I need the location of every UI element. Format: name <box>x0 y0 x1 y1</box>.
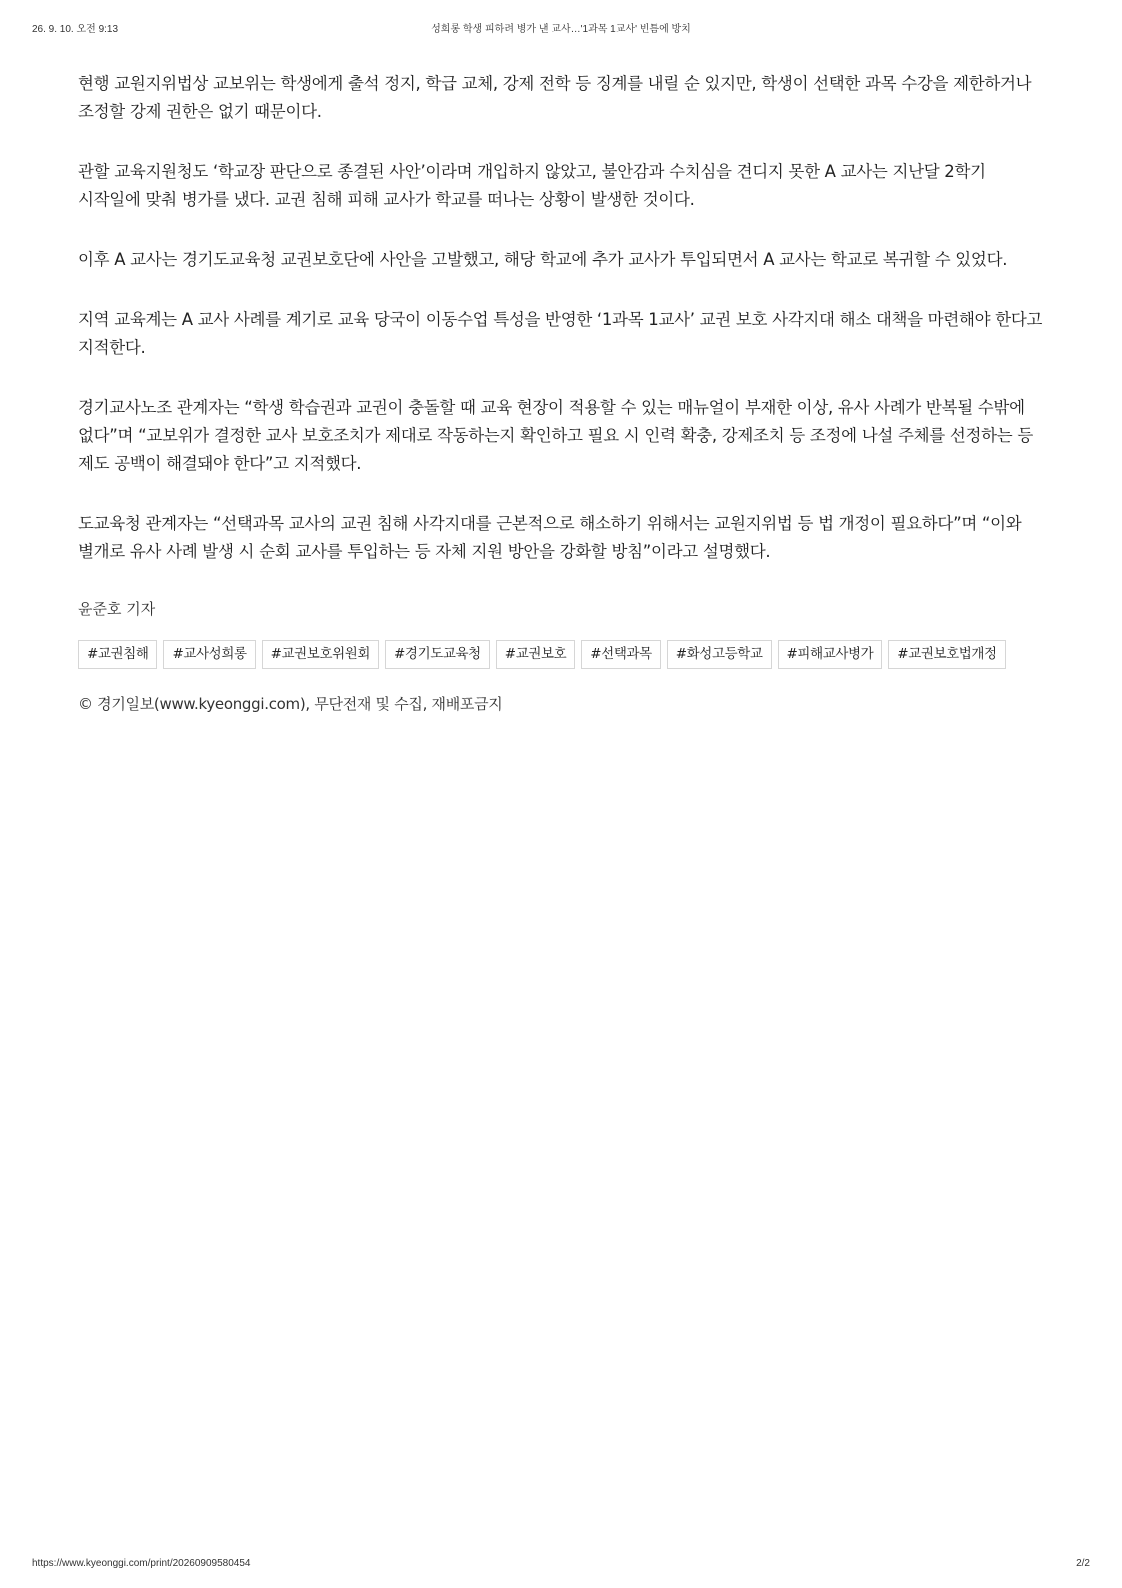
article-paragraph: 현행 교원지위법상 교보위는 학생에게 출석 정지, 학급 교체, 강제 전학 등 징계를 내릴 순 있지만, 학생이 선택한 과목 수강을 제한하거나 조정할 강제 권한은 없기 때문이다. <box>78 74 1032 121</box>
tag-link[interactable]: #경기도교육청 <box>385 640 490 669</box>
article-paragraph: 도교육청 관계자는 “선택과목 교사의 교권 침해 사각지대를 근본적으로 해소하기 위해서는 교원지위법 등 법 개정이 필요하다”며 “이와 별개로 유사 사례 발생 시 순회 교사를 투입하는 등 자체 지원 방안을 강화할 방침”이라고 설명했다. <box>78 514 1022 561</box>
article-paragraph: 지역 교육계는 A 교사 사례를 계기로 교육 당국이 이동수업 특성을 반영한 ‘1과목 1교사’ 교권 보호 사각지대 해소 대책을 마련해야 한다고 지적한다. <box>78 310 1043 357</box>
author-byline: 윤준호 기자 <box>78 600 156 618</box>
page-number: 2/2 <box>1076 1558 1090 1569</box>
tag-link[interactable]: #교권보호법개정 <box>888 640 1005 669</box>
tag-link[interactable]: #교사성희롱 <box>163 640 255 669</box>
tag-link[interactable]: #교권보호위원회 <box>262 640 379 669</box>
print-date: 26. 9. 10. 오전 9:13 <box>32 24 119 35</box>
article-paragraph: 경기교사노조 관계자는 “학생 학습권과 교권이 충돌할 때 교육 현장이 적용할 수 있는 매뉴얼이 부재한 이상, 유사 사례가 반복될 수밖에 없다”며 “교보위가 결정한 교사 보호조치가 제대로 작동하는지 확인하고 필요 시 인력 확충, 강제조치 등 조정에 나설 주체를 선정하는 등 제도 공백이 해결돼야 한다”고 지적했다. <box>78 398 1033 473</box>
tag-link[interactable]: #선택과목 <box>581 640 660 669</box>
article-paragraph: 이후 A 교사는 경기도교육청 교권보호단에 사안을 고발했고, 해당 학교에 추가 교사가 투입되면서 A 교사는 학교로 복귀할 수 있었다. <box>78 250 1008 269</box>
article-body <box>78 70 1048 715</box>
print-footer <box>32 1558 1090 1574</box>
tag-link[interactable]: #화성고등학교 <box>667 640 772 669</box>
article-paragraph: 관할 교육지원청도 ‘학교장 판단으로 종결된 사안’이라며 개입하지 않았고, 불안감과 수치심을 견디지 못한 A 교사는 지난달 2학기 시작일에 맞춰 병가를 냈다. 교권 침해 피해 교사가 학교를 떠나는 상황이 발생한 것이다. <box>78 162 986 209</box>
tag-link[interactable]: #피해교사병가 <box>778 640 883 669</box>
tag-link[interactable]: #교권보호 <box>496 640 575 669</box>
tag-list <box>78 640 1048 669</box>
copyright-notice: © 경기일보(www.kyeonggi.com), 무단전재 및 수집, 재배포금지 <box>78 695 503 713</box>
print-page-title: 성희롱 학생 피하려 병가 낸 교사…'1과목 1교사' 빈틈에 방치 <box>431 24 691 35</box>
print-header <box>32 20 1090 36</box>
tag-link[interactable]: #교권침해 <box>78 640 157 669</box>
print-url: https://www.kyeonggi.com/print/20260909580454 <box>32 1558 251 1569</box>
